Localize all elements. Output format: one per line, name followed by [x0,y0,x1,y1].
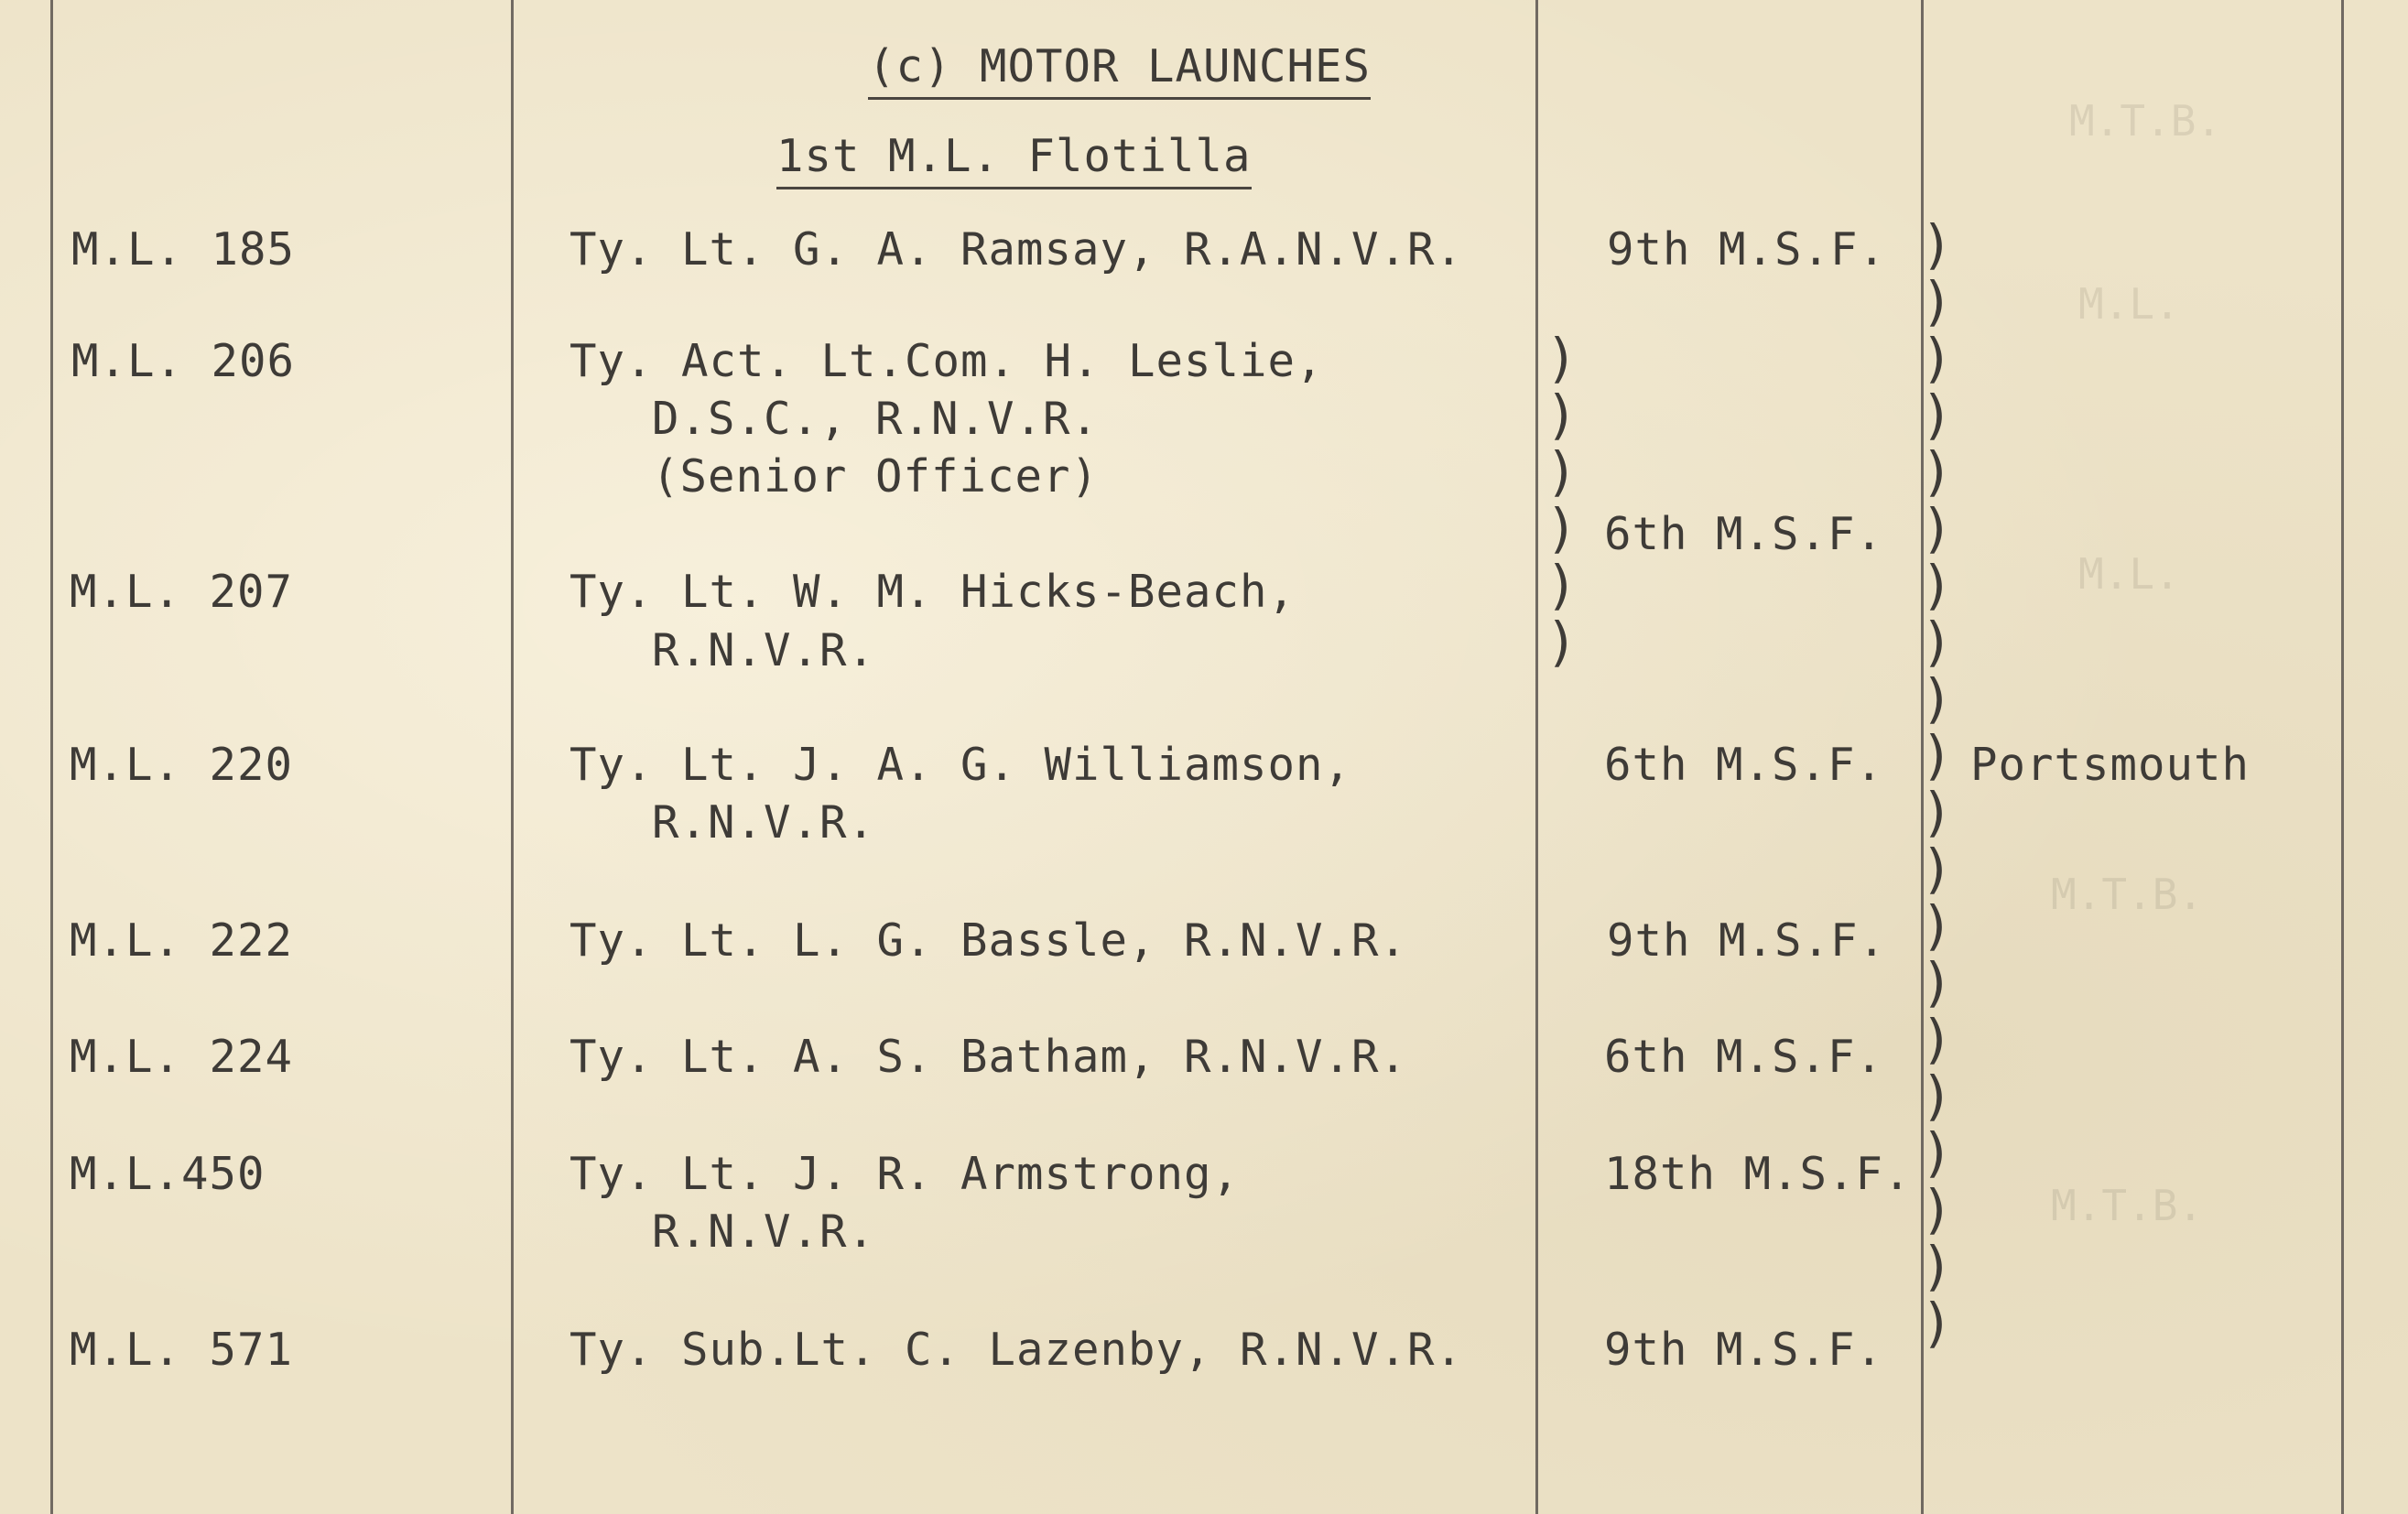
document-page: M.T.B. M.L. M.L. M.T.B. M.T.B. (c) MOTOR LAUNCHES 1st M.L. Flotilla M.L. 185 Ty. Lt. G. A. Ramsay, R.A.N.V.R. 9th M.S.F. M.L. 206 Ty. Act. Lt.Com. H. Leslie, D.S.C., R.N.V.R. (Senior Officer) 6th M.S.F. M.L. 207 Ty. Lt. W. M. Hicks-Beach, R.N.V.R. ) ) ) ) ) ) M.L. 220 Ty. Lt. J. A. G. Williamson, R.N.V.R. 6th M.S.F. Portsmouth M.L. 222 Ty. Lt. L. G. Bassle, R.N.V.R. 9th M.S.F. M.L. 224 Ty. Lt. A. S. Batham, R.N.V.R. 6th M.S.F. M.L.450 Ty. Lt. J. R. Armstrong, R.N.V.R. 18th M.S.F. M.L. 571 Ty. Sub.Lt. C. Lazenby, R.N.V.R. 9th M.S.F. ) ) ) ) ) ) ) ) ) ) ) ) ) ) ) ) ) ) ) ) [0,0,2408,1514]
brace-segment: ) [1921,1178,1953,1240]
brace-segment: ) [1921,440,1953,503]
officer-name-cont: D.S.C., R.N.V.R. [652,393,1100,445]
flotilla-label: 9th M.S.F. [1607,914,1887,967]
officer-name: Ty. Lt. J. R. Armstrong, [569,1148,1241,1200]
brace-segment: ) [1921,327,1953,389]
column-rule [50,0,53,1514]
bleed-through-text: M.T.B. [2051,1181,2204,1230]
vessel-name: M.L. 222 [70,914,294,967]
brace-segment: ) [1921,894,1953,957]
brace-segment: ) [1921,1292,1953,1354]
brace-segment: ) [1921,270,1953,332]
officer-name-cont: R.N.V.R. [652,624,876,676]
brace-segment: ) [1921,1121,1953,1184]
bleed-through-text: M.L. [2078,549,2180,599]
bleed-through-text: M.L. [2078,279,2180,329]
officer-note: (Senior Officer) [652,450,1100,503]
vessel-name: M.L. 206 [71,335,296,387]
vessel-name: M.L. 220 [70,739,294,791]
vessel-name: M.L. 207 [70,566,294,618]
column-rule [511,0,514,1514]
officer-name: Ty. Sub.Lt. C. Lazenby, R.N.V.R. [569,1324,1464,1376]
officer-name-cont: R.N.V.R. [652,1206,876,1258]
section-heading: (c) MOTOR LAUNCHES [868,38,1371,100]
flotilla-label: 6th M.S.F. [1604,508,1884,560]
officer-name: Ty. Lt. A. S. Batham, R.N.V.R. [569,1031,1408,1083]
officer-name: Ty. Act. Lt.Com. H. Leslie, [569,335,1324,387]
brace-segment: ) [1921,1008,1953,1070]
flotilla-label: 6th M.S.F. [1604,1031,1884,1083]
brace-segment: ) [1921,1235,1953,1297]
officer-name: Ty. Lt. L. G. Bassle, R.N.V.R. [569,914,1408,967]
officer-name-cont: R.N.V.R. [652,796,876,849]
flotilla-label: 9th M.S.F. [1607,223,1887,276]
column-rule [1535,0,1538,1514]
brace-segment: ) [1921,497,1953,559]
bleed-through-text: M.T.B. [2051,870,2204,919]
officer-name: Ty. Lt. W. M. Hicks-Beach, [569,566,1296,618]
flotilla-label: 6th M.S.F. [1604,739,1884,791]
brace-segment: ) [1921,384,1953,446]
flotilla-label: 9th M.S.F. [1604,1324,1884,1376]
officer-name: Ty. Lt. J. A. G. Williamson, [569,739,1352,791]
brace-segment: ) [1921,213,1953,276]
vessel-name: M.L. 571 [70,1324,294,1376]
column-rule [2341,0,2344,1514]
brace-segment: ) [1921,781,1953,843]
flotilla-label: 18th M.S.F. [1604,1148,1912,1200]
brace-segment: ) [1921,838,1953,900]
brace-segment: ) [1921,724,1953,786]
sub-heading: 1st M.L. Flotilla [776,128,1252,189]
vessel-name: M.L. 224 [70,1031,294,1083]
brace-segment: ) [1921,611,1953,673]
bleed-through-text: M.T.B. [2069,96,2222,146]
brace-segment: ) [1921,951,1953,1013]
vessel-name: M.L.450 [70,1148,266,1200]
vessel-name: M.L. 185 [71,223,296,276]
brace-segment: ) [1921,1065,1953,1127]
group-brace [1921,213,1976,1371]
officer-name: Ty. Lt. G. A. Ramsay, R.A.N.V.R. [569,223,1464,276]
region-label: Portsmouth [1970,739,2251,791]
brace-segment: ) [1921,667,1953,730]
brace-segment: ) [1921,554,1953,616]
